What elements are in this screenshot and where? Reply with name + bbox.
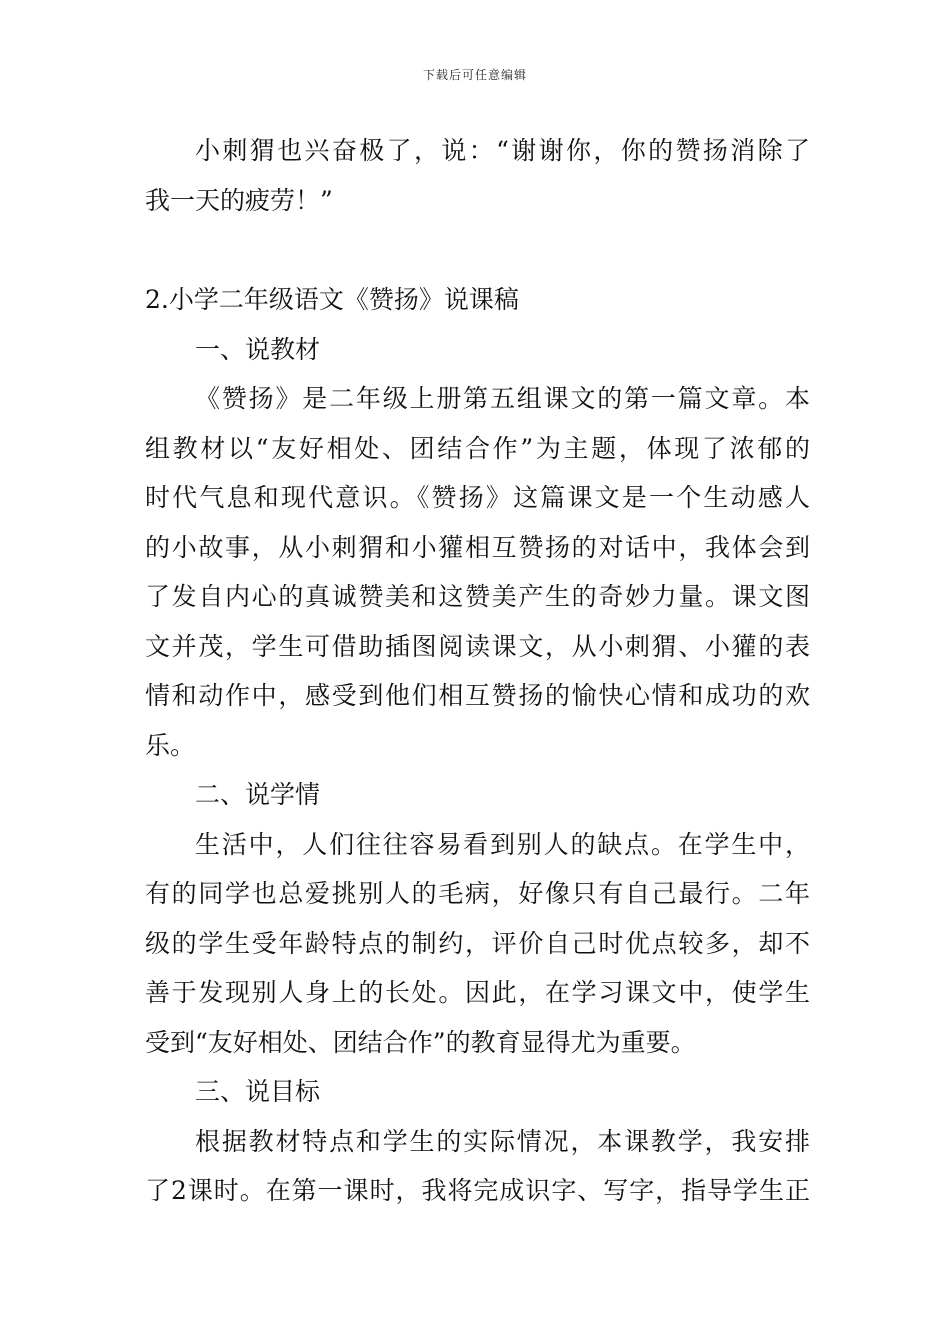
text-line: 组教材以“友好相处、团结合作”为主题，体现了浓郁的: [145, 433, 810, 463]
text-line: 的小故事，从小刺猬和小獾相互赞扬的对话中，我体会到: [145, 532, 810, 562]
text-line: 我一天的疲劳！”: [145, 185, 333, 215]
text-line: 时代气息和现代意识。《赞扬》这篇课文是一个生动感人: [145, 483, 810, 512]
text-line: 了2课时。在第一课时，我将完成识字、写字，指导学生正: [145, 1176, 810, 1205]
text-line: 小刺猬也兴奋极了，说：“谢谢你，你的赞扬消除了: [195, 136, 810, 165]
heading-objectives: 三、说目标: [195, 1077, 321, 1106]
text-line: 了发自内心的真诚赞美和这赞美产生的奇妙力量。课文图: [145, 582, 810, 611]
lesson-section: [145, 275, 810, 1216]
intro-paragraph: [145, 126, 810, 225]
heading-teaching-material: 一、说教材: [195, 334, 321, 364]
text-line: 生活中，人们往往容易看到别人的缺点。在学生中，: [195, 829, 810, 859]
text-line: 根据教材特点和学生的实际情况，本课教学，我安排: [195, 1126, 810, 1156]
text-line: 善于发现别人身上的长处。因此，在学习课文中，使学生: [145, 978, 810, 1007]
text-line: 《赞扬》是二年级上册第五组课文的第一篇文章。本: [195, 384, 810, 413]
text-line: 受到“友好相处、团结合作”的教育显得尤为重要。: [145, 1027, 696, 1057]
text-line: 情和动作中，感受到他们相互赞扬的愉快心情和成功的欢: [145, 681, 810, 710]
text-line: 有的同学也总爱挑别人的毛病，好像只有自己最行。二年: [145, 879, 810, 908]
page-header: 下载后可任意编辑: [422, 68, 527, 82]
section-title: 2.小学二年级语文《赞扬》说课稿: [145, 285, 519, 314]
heading-students: 二、说学情: [195, 780, 321, 809]
text-line: 乐。: [145, 730, 196, 760]
text-line: 文并茂，学生可借助插图阅读课文，从小刺猬、小獾的表: [145, 631, 810, 661]
text-line: 级的学生受年龄特点的制约，评价自己时优点较多，却不: [145, 928, 810, 958]
